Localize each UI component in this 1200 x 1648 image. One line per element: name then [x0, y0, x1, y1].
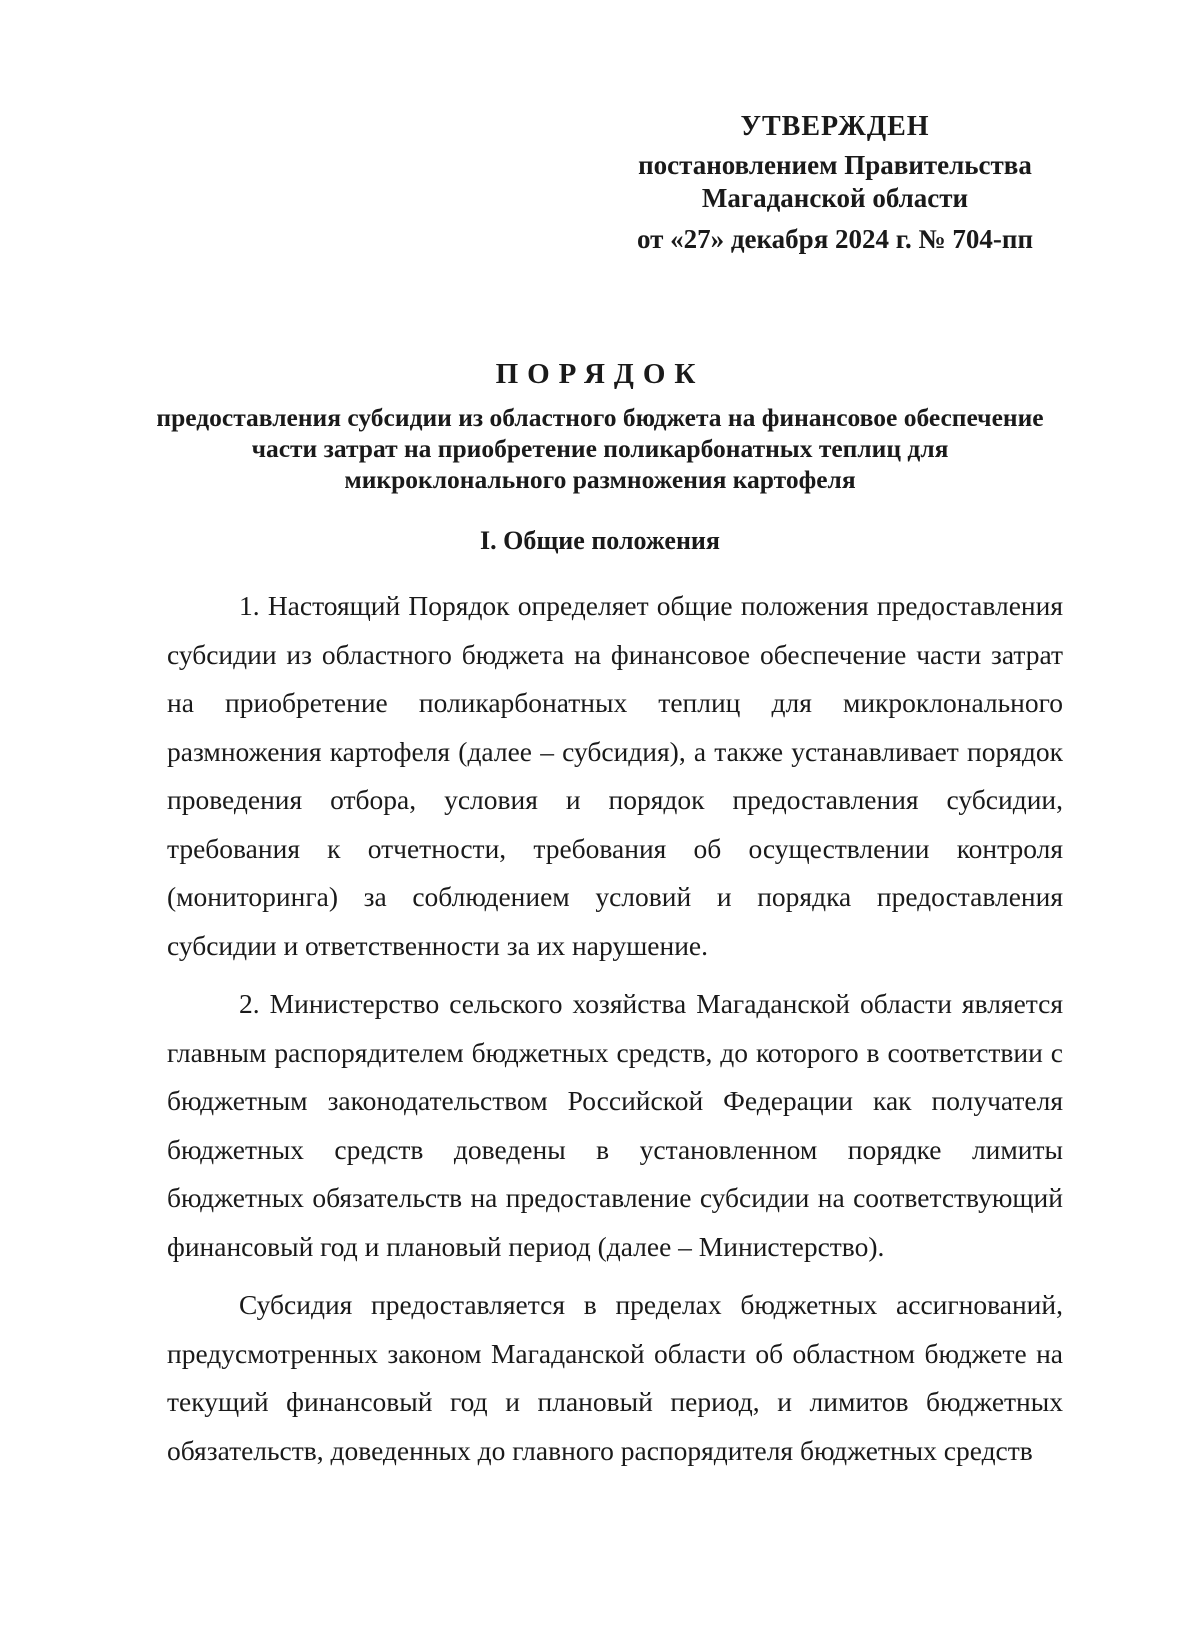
- paragraph-3: Субсидия предоставляется в пределах бюджетных ассигнований, предусмотренных законом Магаданской области об областном бюджете на текущий финансовый год и плановый период, и лимитов бюджетных обязательств, доведенных до главного распорядителя бюджетных средств: [167, 1289, 1063, 1466]
- paragraph-1: 1. Настоящий Порядок определяет общие положения предоставления субсидии из областного бюджета на финансовое обеспечение части затрат на приобретение поликарбонатных теплиц для микроклонального размножения картофеля (далее – субсидия), а также устанавливает порядок проведения отбора, условия и порядок предоставления субсидии, требования к отчетности, требования об осуществлении контроля (мониторинга) за соблюдением условий и порядка предоставления субсидии и ответственности за их нарушение.: [167, 590, 1063, 961]
- approval-stamp-block: [600, 110, 1070, 256]
- body-text: [167, 582, 1063, 1475]
- approval-date-line: от «27» декабря 2024 г. № 704-пп: [636, 224, 1034, 254]
- approval-title: УТВЕРЖДЕН: [740, 111, 930, 142]
- approval-line-1: постановлением Правительства: [638, 150, 1032, 180]
- approval-line-2: Магаданской области: [701, 183, 969, 213]
- paragraph-2: 2. Министерство сельского хозяйства Магаданской области является главным распорядителем бюджетных средств, до которого в соответствии с бюджетным законодательством Российской Федерации как получателя бюджетных средств доведены в установленном порядке лимиты бюджетных обязательств на предоставление субсидии на соответствующий финансовый год и плановый период (далее – Министерство).: [167, 988, 1063, 1262]
- document-subtitle: предоставления субсидии из областного бюджета на финансовое обеспечение части затрат на приобретение поликарбонатных теплиц для микроклонального размножения картофеля: [156, 403, 1044, 494]
- document-title: ПОРЯДОК: [495, 358, 705, 390]
- section-heading: I. Общие положения: [480, 526, 720, 555]
